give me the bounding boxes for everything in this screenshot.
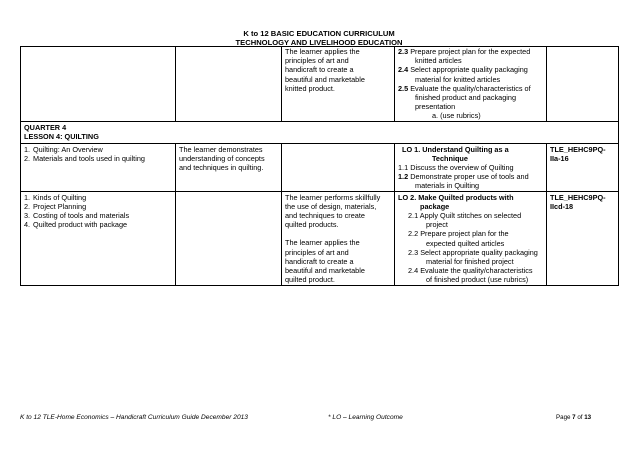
- text-line: materials in Quilting: [415, 181, 480, 191]
- text-line: beautiful and marketable: [285, 74, 365, 84]
- text-line: quilted product.: [285, 275, 335, 285]
- text-line: The learner demonstrates: [179, 144, 263, 154]
- text-line: beautiful and marketable: [285, 266, 365, 276]
- text-line: quilted products.: [285, 220, 339, 230]
- text-line: material for knitted articles: [415, 74, 501, 84]
- competency-item: 2.4 Evaluate the quality/characteristics: [408, 266, 533, 276]
- text-line: material for finished project: [426, 257, 514, 267]
- list-item: 2. Project Planning: [24, 201, 87, 211]
- text-line: of finished product (use rubrics): [426, 275, 529, 285]
- competencies-cell: [395, 47, 547, 122]
- list-item: 1. Quilting: An Overview: [24, 144, 103, 154]
- footer-lo-note: * LO – Learning Outcome: [328, 414, 403, 421]
- competency-item: 2.4 Select appropriate quality packaging: [398, 65, 528, 75]
- competency-item: 2.5 Evaluate the quality/characteristics of: [398, 83, 531, 93]
- code-line: TLE_HEHC9PQ-: [550, 192, 606, 202]
- code-line: IIcd-18: [550, 201, 574, 211]
- curriculum-title: K to 12 BASIC EDUCATION CURRICULUM: [243, 29, 395, 38]
- text-line: handicraft to create a: [285, 256, 354, 266]
- code-line: IIa-16: [550, 153, 569, 163]
- competencies-cell: [395, 143, 547, 191]
- quarter-title: QUARTER 4: [24, 122, 67, 132]
- content-standard-cell: [176, 47, 282, 122]
- footer-guide-title: K to 12 TLE-Home Economics – Handicraft Curriculum Guide December 2013: [20, 414, 248, 421]
- footer-page-number: Page 7 of 13: [556, 414, 592, 421]
- content-cell: [21, 47, 176, 122]
- competency-item: 1.1 Discuss the overview of Quilting: [398, 163, 514, 173]
- sub-item: a. (use rubrics): [432, 111, 481, 121]
- competency-item: 1.2 Demonstrate proper use of tools and: [398, 172, 529, 182]
- content-cell: [21, 143, 176, 191]
- code-cell: [547, 143, 619, 191]
- lo-heading-cont: Technique: [432, 153, 468, 163]
- text-line: principles of art and: [285, 56, 349, 66]
- text-line: knitted product.: [285, 83, 335, 93]
- table-row: [21, 191, 619, 285]
- lo-heading: LO 2. Make Quilted products with: [398, 192, 514, 202]
- performance-standard-cell: [282, 47, 395, 122]
- competency-item: 2.2 Prepare project plan for the: [408, 229, 509, 239]
- text-line: knitted articles: [415, 56, 462, 66]
- text-line: and techniques in quilting.: [179, 163, 264, 173]
- lo-heading-cont: package: [420, 201, 450, 211]
- text-line: The learner applies the: [285, 238, 360, 248]
- text-line: and techniques to create: [285, 211, 365, 221]
- competencies-cell: [395, 191, 547, 285]
- text-line: expected quilted articles: [426, 238, 505, 248]
- text-line: The learner applies the: [285, 47, 360, 56]
- text-line: understanding of concepts: [179, 153, 265, 163]
- text-line: principles of art and: [285, 247, 349, 257]
- text-line: handicraft to create a: [285, 65, 354, 75]
- competency-item: 2.3 Prepare project plan for the expected: [398, 47, 531, 56]
- list-item: 3. Costing of tools and materials: [24, 211, 130, 221]
- curriculum-table: [20, 46, 619, 286]
- content-standard-cell: [176, 191, 282, 285]
- content-list: [24, 145, 172, 163]
- performance-standard-cell: [282, 191, 395, 285]
- content-cell: [21, 191, 176, 285]
- performance-standard-cell: [282, 143, 395, 191]
- content-standard-cell: [176, 143, 282, 191]
- competency-item: 2.3 Select appropriate quality packaging: [408, 247, 538, 257]
- subject-title: TECHNOLOGY AND LIVELIHOOD EDUCATION: [235, 38, 403, 47]
- list-item: 2. Materials and tools used in quilting: [24, 153, 145, 163]
- table-row: [21, 47, 619, 122]
- list-item: 1. Kinds of Quilting: [24, 192, 87, 202]
- lo-heading: LO 1. Understand Quilting as a: [402, 144, 509, 154]
- text-line: finished product and packaging: [415, 93, 517, 103]
- text-line: The learner performs skillfully: [285, 192, 381, 202]
- text-line: the use of design, materials,: [285, 201, 377, 211]
- quarter-row: [21, 121, 619, 143]
- code-line: TLE_HEHC9PQ-: [550, 144, 606, 154]
- code-cell: [547, 191, 619, 285]
- code-cell: [547, 47, 619, 122]
- text-line: project: [426, 220, 448, 230]
- content-list: [24, 193, 172, 230]
- quarter-cell: [21, 121, 619, 143]
- text-line: presentation: [415, 102, 456, 112]
- competency-item: 2.1 Apply Quilt stitches on selected: [408, 211, 522, 221]
- lesson-title: LESSON 4: QUILTING: [24, 131, 99, 141]
- list-item: 4. Quilted product with package: [24, 220, 128, 230]
- table-row: [21, 143, 619, 191]
